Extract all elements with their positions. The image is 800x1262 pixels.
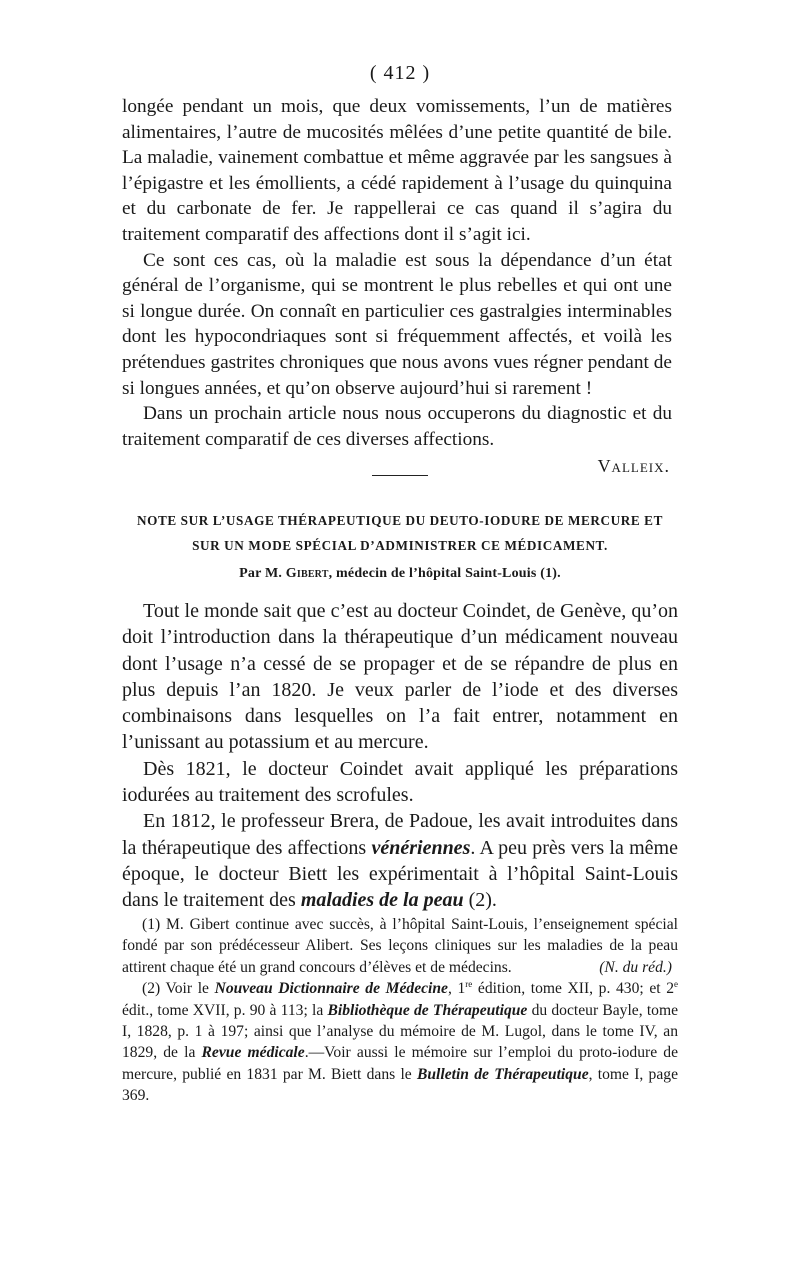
previous-article-ending xyxy=(122,94,672,480)
superscript: e xyxy=(674,979,678,990)
section-divider xyxy=(372,475,428,476)
text-run: .—Voir aussi le mémoire sur l’emploi du proto-iodure de mercure, publié en 1831 par M. Biett dans le xyxy=(122,1044,678,1083)
footnote-1 xyxy=(122,914,678,978)
text-run: . A peu près vers la même époque, le docteur Biett les expérimentait à l’hôpital Saint-Louis dans le traitement des xyxy=(122,836,678,912)
footnote-text: (1) M. Gibert continue avec succès, à l’hôpital Saint-Louis, l’enseignement spécial fondé par son prédécesseur Alibert. Ses leçons cliniques sur les maladies de la peau attirent chaque été un grand concours d’élèves et de médecins. xyxy=(122,916,678,976)
author-signature: Valleix. xyxy=(597,456,670,477)
byline xyxy=(122,566,678,582)
article-body xyxy=(122,598,678,914)
text-run: En 1812, le professeur Brera, de Padoue, les avait introduites dans la thérapeutique des affections xyxy=(122,810,678,859)
text-run: (2). xyxy=(463,889,497,912)
footnotes xyxy=(122,914,678,1107)
text-run: , 1 xyxy=(447,980,466,998)
paragraph: Dans un prochain article nous nous occuperons du diagnostic et du traitement comparatif de ces diverses affections. xyxy=(122,403,672,450)
byline-author: Gibert xyxy=(285,566,329,581)
paragraph: longée pendant un mois, que deux vomissements, l’un de matières alimentaires, l’autre de mucosités mêlées d’une petite quantité de bile. La maladie, vainement combattue et même aggravée par les sangsues à l’épigastre et les émollients, a cédé rapidement à l’usage du quinquina et du carbonate de fer. Je rappellerai ce cas quand il s’agira du traitement comparatif des affections dont il s’agit ici. xyxy=(122,96,672,245)
footnote-2 xyxy=(122,978,678,1106)
title-line: NOTE SUR L’USAGE THÉRAPEUTIQUE DU DEUTO-IODURE DE MERCURE ET xyxy=(137,513,663,528)
emphasis: maladies de la peau xyxy=(300,889,464,912)
byline-prefix: Par M. xyxy=(239,566,283,581)
page-number: ( 412 ) xyxy=(369,62,431,84)
editor-note: (N. du réd.) xyxy=(599,958,672,976)
reference-title: Revue médicale xyxy=(201,1044,305,1062)
paragraph xyxy=(122,808,678,913)
reference-title: Bibliothèque de Thérapeutique xyxy=(327,1001,528,1019)
article-title xyxy=(120,508,680,558)
reference-title: Bulletin de Thérapeutique xyxy=(416,1065,589,1083)
paragraph: Ce sont ces cas, où la maladie est sous la dépendance d’un état général de l’organisme, qui se montrent le plus rebelles et qui ont une si longue durée. On connaît en particulier ces gastralgies interminables dont les hypocondriaques sont si fréquemment affectés, et voilà les prétendues gastrites chroniques que nous avons vues régner pendant de si longues années, et qu’on observe aujourd’hui si rarement ! xyxy=(122,249,672,399)
text-run: édition, tome XII, p. 430; et 2 xyxy=(472,980,674,998)
text-run: (2) Voir le xyxy=(142,980,215,998)
paragraph: Dès 1821, le docteur Coindet avait appliqué les préparations iodurées au traitement des scrofules. xyxy=(122,757,678,807)
emphasis: vénériennes xyxy=(371,836,471,859)
superscript: re xyxy=(465,979,473,990)
reference-title: Nouveau Dictionnaire de Médecine xyxy=(214,980,448,998)
text-run: édit., tome XVII, p. 90 à 113; la xyxy=(122,1001,328,1019)
byline-suffix: , médecin de l’hôpital Saint-Louis (1). xyxy=(328,566,561,581)
title-line: SUR UN MODE SPÉCIAL D’ADMINISTRER CE MÉDICAMENT. xyxy=(192,538,608,553)
text-run: du docteur Bayle, tome I, 1828, p. 1 à 197; ainsi que l’analyse du mémoire de M. Lugol, dans le tome IV, an 1829, de la xyxy=(122,1001,679,1062)
text-run: , tome I, page 369. xyxy=(122,1065,678,1105)
paragraph: Tout le monde sait que c’est au docteur Coindet, de Genève, qu’on doit l’introduction dans la thérapeutique d’un médicament nouveau dont l’usage n’a cessé de se propager et de se répandre de plus en plus depuis l’an 1820. Je veux parler de l’iode et des diverses combinaisons dans lesquelles on l’a fait entrer, notamment en l’unissant au potassium et au mercure. xyxy=(122,600,678,754)
